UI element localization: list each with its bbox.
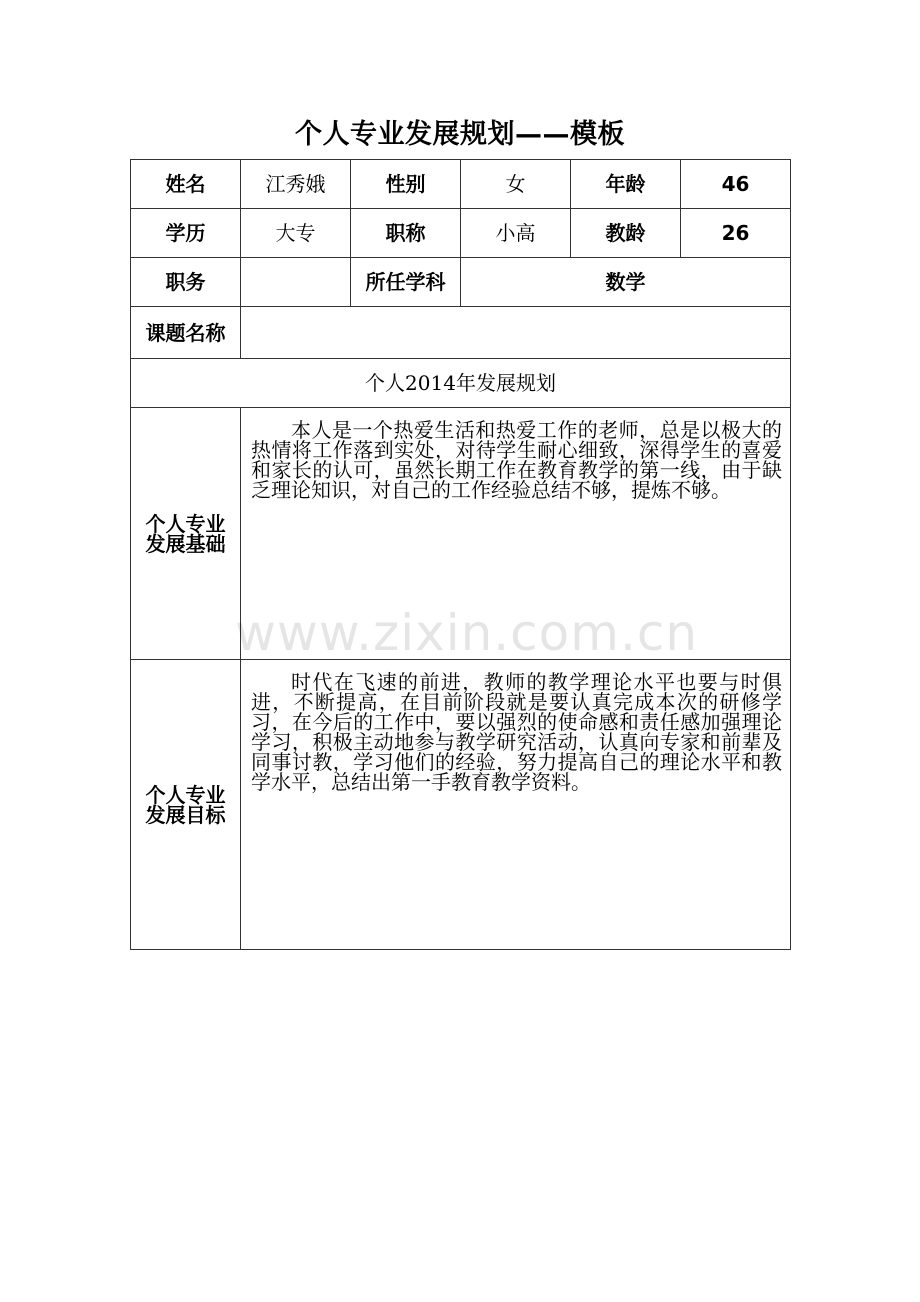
position-value — [241, 258, 351, 307]
education-value: 大专 — [241, 209, 351, 258]
topic-value — [241, 307, 791, 359]
gender-label: 性别 — [351, 160, 461, 209]
watermark: www.zixin.com.cn — [235, 604, 699, 662]
title-rank-value: 小高 — [461, 209, 571, 258]
name-label: 姓名 — [131, 160, 241, 209]
goal-text: 时代在飞速的前进，教师的教学理论水平也要与时俱进，不断提高，在目前阶段就是要认真完成本次的研修学习，在今后的工作中，要以强烈的使命感和责任感加强理论学习，积极主动地参与教学研究活动，认真向专家和前辈及同事讨教，学习他们的经验，努力提高自己的理论水平和教学水平，总结出第一手教育教学资料。 — [241, 660, 791, 950]
basis-label — [131, 408, 241, 660]
row-basic-info-2 — [131, 209, 791, 258]
page-title: 个人专业发展规划——模板 — [295, 119, 625, 150]
basis-text: 本人是一个热爱生活和热爱工作的老师，总是以极大的热情将工作落到实处，对待学生耐心细致，深得学生的喜爱和家长的认可，虽然长期工作在教育教学的第一线，由于缺乏理论知识，对自己的工作经验总结不够，提炼不够。 — [241, 408, 791, 660]
name-value: 江秀娥 — [241, 160, 351, 209]
education-label: 学历 — [131, 209, 241, 258]
goal-label-line-1: 个人专业 — [145, 782, 226, 807]
topic-label: 课题名称 — [131, 307, 241, 359]
title-rank-label: 职称 — [351, 209, 461, 258]
teaching-years-label: 教龄 — [571, 209, 681, 258]
position-label: 职务 — [131, 258, 241, 307]
subject-label: 所任学科 — [351, 258, 461, 307]
plan-form-table — [130, 159, 791, 950]
row-plan-heading — [131, 359, 791, 408]
subject-value: 数学 — [461, 258, 791, 307]
row-development-basis — [131, 408, 791, 660]
age-label: 年龄 — [571, 160, 681, 209]
age-value: 46 — [681, 160, 791, 209]
gender-value: 女 — [461, 160, 571, 209]
goal-label-line-2: 发展目标 — [145, 802, 226, 827]
basis-label-line-2: 发展基础 — [145, 531, 226, 556]
teaching-years-value: 26 — [681, 209, 791, 258]
row-development-goal — [131, 660, 791, 950]
plan-heading: 个人2014年发展规划 — [131, 359, 791, 408]
goal-label — [131, 660, 241, 950]
row-topic — [131, 307, 791, 359]
row-position-subject — [131, 258, 791, 307]
row-basic-info-1 — [131, 160, 791, 209]
basis-label-line-1: 个人专业 — [145, 511, 226, 536]
